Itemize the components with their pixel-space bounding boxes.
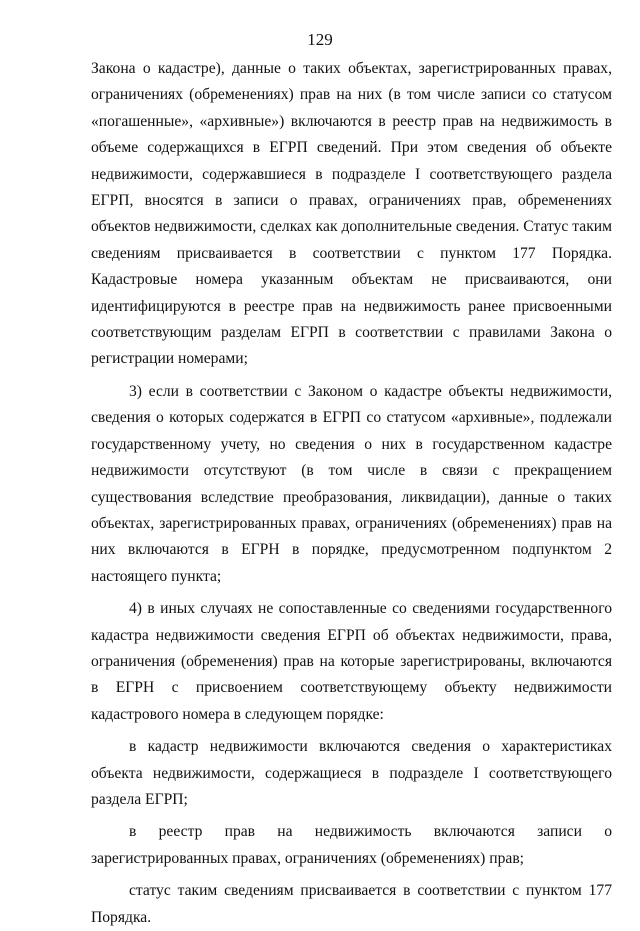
paragraph-status-assignment: статус таким сведениям присваивается в соответствии с пунктом 177 Порядка. <box>91 882 612 926</box>
paragraph-item-3: 3) если в соответствии с Законом о кадастре объекты недвижимости, сведения о которых содержатся в ЕГРП со статусом «архивные», подлежали государственному учету, но сведения о них в государственном кадастре недвижимости отсутствуют (в том числе в связи с прекращением существования вследствие преобразования, ликвидации), данные о таких объектах, зарегистрированных правах, ограничениях (обременениях) прав на них включаются в ЕГРН в порядке, предусмотренном подпунктом 2 настоящего пункта; <box>91 382 612 585</box>
paragraph-cadastre-inclusion: в кадастр недвижимости включаются сведения о характеристиках объекта недвижимости, содержащиеся в подразделе I соответствующего раздела ЕГРП; <box>91 738 612 808</box>
page-number: 129 <box>307 30 333 49</box>
document-body <box>91 56 612 931</box>
paragraph-continuation: Закона о кадастре), данные о таких объектах, зарегистрированных правах, ограничениях (обременениях) прав на них (в том числе записи со статусом «погашенные», «архивные») включаются в реестр прав на недвижимость в объеме содержащихся в ЕГРП сведений. При этом сведения об объекте недвижимости, содержавшиеся в подразделе I соответствующего раздела ЕГРП, вносятся в записи о правах, ограничениях прав, обременениях объектов недвижимости, сделках как дополнительные сведения. Статус таким сведениям присваивается в соответствии с пунктом 177 Порядка. Кадастровые номера указанным объектам не присваиваются, они идентифицируются в реестре прав на недвижимость ранее присвоенными соответствующим разделам ЕГРП в соответствии с правилами Закона о регистрации номерами; <box>91 60 612 368</box>
paragraph-item-4: 4) в иных случаях не сопоставленные со сведениями государственного кадастра недвижимости сведения ЕГРП об объектах недвижимости, права, ограничения (обременения) прав на которые зарегистрированы, включаются в ЕГРН с присвоением соответствующему объекту недвижимости кадастрового номера в следующем порядке: <box>91 600 612 723</box>
paragraph-registry-inclusion: в реестр прав на недвижимость включаются записи о зарегистрированных правах, ограничениях (обременениях) прав; <box>91 823 612 867</box>
